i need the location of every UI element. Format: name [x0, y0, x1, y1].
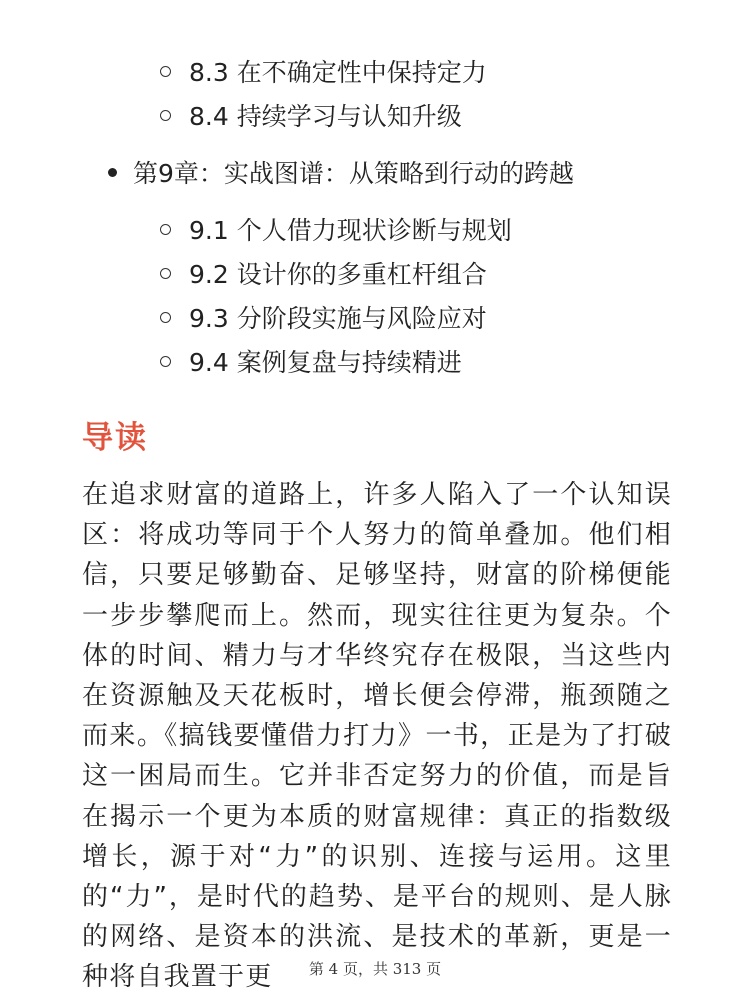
circle-bullet-icon: [160, 312, 171, 323]
toc-item-label: 8.4 持续学习与认知升级: [189, 102, 462, 131]
toc-item-label: 9.4 案例复盘与持续精进: [189, 348, 462, 377]
circle-bullet-icon: [160, 268, 171, 279]
toc-item-8-3[interactable]: [160, 49, 487, 93]
circle-bullet-icon: [160, 110, 171, 121]
toc-item-9-2[interactable]: [160, 251, 487, 295]
circle-bullet-icon: [160, 356, 171, 367]
toc-chapter-9[interactable]: [108, 149, 574, 195]
circle-bullet-icon: [160, 224, 171, 235]
disc-bullet-icon: [108, 168, 117, 177]
toc-item-label: 9.1 个人借力现状诊断与规划: [189, 216, 512, 245]
toc-item-label: 9.3 分阶段实施与风险应对: [189, 304, 487, 333]
toc-item-9-1[interactable]: [160, 207, 512, 251]
page-number-footer: 第 4 页，共 313 页: [308, 960, 442, 978]
section-heading: 导读: [82, 420, 148, 456]
intro-paragraph: 在追求财富的道路上，许多人陷入了一个认知误区：将成功等同于个人努力的简单叠加。他们相信，只要足够勤奋、足够坚持，财富的阶梯便能一步步攀爬而上。然而，现实往往更为复杂。个体的时间、精力与才华终究存在极限，当这些内在资源触及天花板时，增长便会停滞，瓶颈随之而来。《搞钱要懂借力打力》一书，正是为了打破这一困局而生。它并非否定努力的价值，而是旨在揭示一个更为本质的财富规律：真正的指数级增长，源于对“力”的识别、连接与运用。这里的“力”，是时代的趋势、是平台的规则、是人脉的网络、是资本的洪流、是技术的革新，更是一种将自我置于更: [82, 480, 672, 993]
toc-item-9-4[interactable]: [160, 339, 462, 383]
circle-bullet-icon: [160, 66, 171, 77]
toc-chapter-label: 第9章：实战图谱：从策略到行动的跨越: [133, 159, 574, 188]
toc-item-label: 9.2 设计你的多重杠杆组合: [189, 260, 487, 289]
toc-item-8-4[interactable]: [160, 93, 462, 137]
toc-item-label: 8.3 在不确定性中保持定力: [189, 58, 487, 87]
toc-item-9-3[interactable]: [160, 295, 487, 339]
